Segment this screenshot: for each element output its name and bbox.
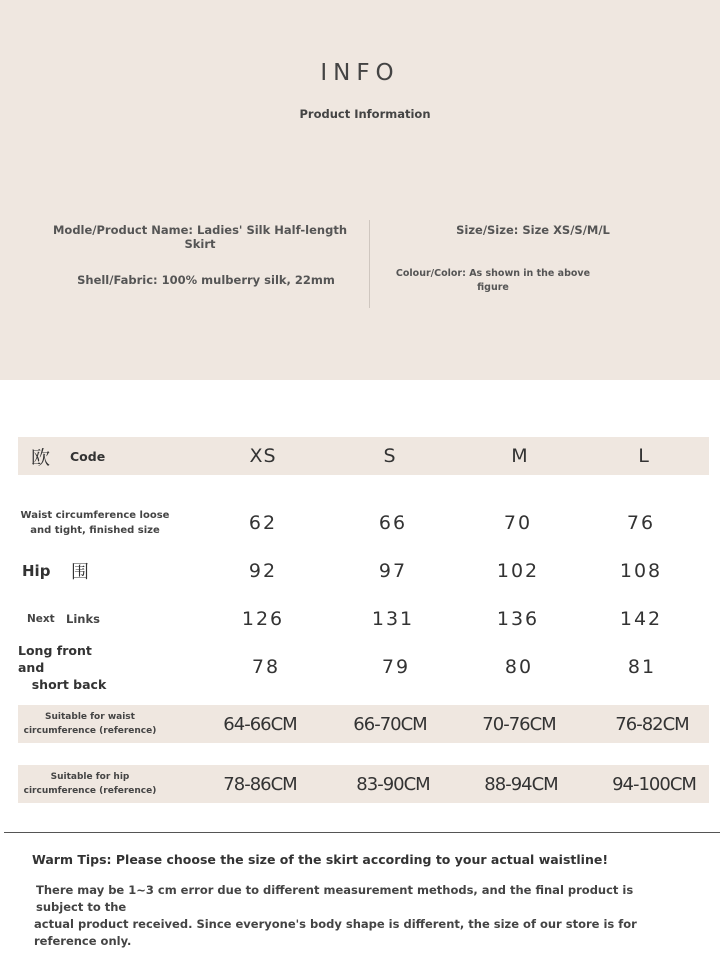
reference-cell: 64-66CM	[223, 713, 297, 735]
spec-colour	[380, 267, 606, 295]
table-row	[18, 642, 709, 692]
reference-label-hip	[18, 765, 162, 803]
table-cell: 66	[378, 512, 408, 534]
page-subtitle: Product Information	[299, 107, 431, 121]
table-row	[18, 503, 709, 543]
row-label-hip: Hip	[22, 562, 51, 580]
reference-label-line: Suitable for waist	[45, 712, 135, 722]
table-cell: 136	[496, 608, 540, 630]
warm-tips-line: There may be 1~3 cm error due to different measurement methods, and the final product is subject to the	[36, 883, 634, 914]
reference-row	[18, 705, 709, 743]
code-glyph: 欧	[31, 446, 51, 469]
warm-tips-body	[34, 882, 674, 950]
table-cell: 92	[248, 560, 278, 582]
warm-tips-line: actual product received. Since everyone's body shape is different, the size of our store is for reference only.	[34, 917, 637, 948]
reference-label-line: circumference (reference)	[23, 726, 157, 736]
product-info-panel	[0, 0, 720, 380]
tips-divider	[4, 832, 720, 833]
reference-label-line: Suitable for hip	[50, 772, 130, 782]
reference-cell: 94-100CM	[612, 773, 696, 795]
row-label-links: Links	[66, 612, 100, 626]
reference-cell: 78-86CM	[223, 773, 297, 795]
table-cell: 76	[626, 512, 656, 534]
warm-tips-title: Warm Tips: Please choose the size of the skirt according to your actual waistline!	[32, 852, 609, 867]
row-label-line: and tight, finished size	[30, 525, 160, 536]
table-row	[18, 602, 709, 636]
table-cell: 126	[241, 608, 285, 630]
row-label-length	[18, 642, 120, 692]
spec-fabric: Shell/Fabric: 100% mulberry silk, 22mm	[77, 273, 335, 287]
reference-cell: 83-90CM	[356, 773, 430, 795]
table-cell: 70	[503, 512, 533, 534]
table-row	[18, 554, 709, 588]
table-cell: 62	[248, 512, 278, 534]
table-cell: 142	[619, 608, 663, 630]
reference-label-waist	[18, 705, 162, 743]
spec-colour-line1: Colour/Color: As shown in the above	[395, 268, 591, 279]
size-header-xs: XS	[249, 445, 277, 467]
reference-label-line: circumference (reference)	[23, 786, 157, 796]
reference-cell: 76-82CM	[615, 713, 689, 735]
size-header-m: M	[511, 445, 529, 467]
reference-cell: 70-76CM	[482, 713, 556, 735]
size-header-l: L	[638, 445, 650, 467]
row-label-line: short back	[31, 676, 107, 692]
reference-cell: 66-70CM	[353, 713, 427, 735]
table-cell: 80	[504, 656, 534, 678]
row-label-line: Long front and	[18, 642, 92, 675]
page-title: INFO	[320, 60, 400, 86]
spec-model: Modle/Product Name: Ladies' Silk Half-length Skirt	[52, 223, 348, 251]
spec-colour-line2: figure	[477, 282, 509, 293]
row-label-hip-glyph: 围	[71, 562, 89, 583]
row-label-waist	[18, 503, 172, 543]
table-cell: 79	[381, 656, 411, 678]
code-label: Code	[70, 448, 106, 464]
table-cell: 97	[378, 560, 408, 582]
size-table-header	[18, 437, 709, 475]
reference-cell: 88-94CM	[484, 773, 558, 795]
size-header-s: S	[383, 445, 397, 467]
table-cell: 81	[627, 656, 657, 678]
reference-row	[18, 765, 709, 803]
row-label-line: Waist circumference loose	[20, 510, 170, 521]
table-cell: 131	[371, 608, 415, 630]
table-cell: 102	[496, 560, 540, 582]
row-label-next: Next	[27, 613, 55, 625]
table-cell: 108	[619, 560, 663, 582]
spec-size: Size/Size: Size XS/S/M/L	[456, 223, 610, 237]
table-cell: 78	[251, 656, 281, 678]
spec-divider	[369, 220, 370, 308]
